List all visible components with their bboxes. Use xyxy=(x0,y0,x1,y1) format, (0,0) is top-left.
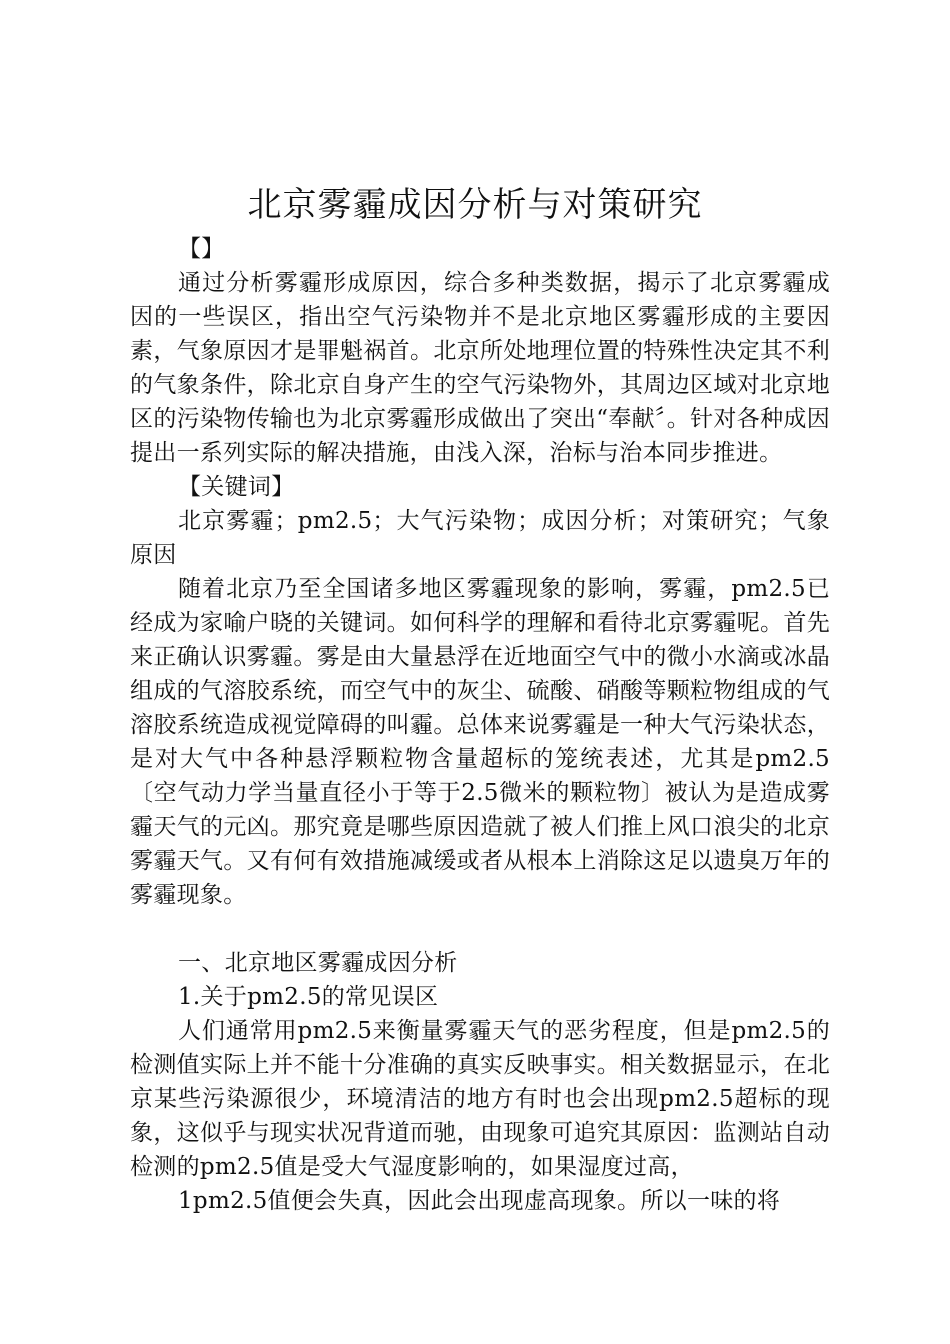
document-body xyxy=(130,232,830,1218)
keywords-paragraph: 北京雾霾；pm2.5；大气污染物；成因分析；对策研究；气象原因 xyxy=(130,508,830,568)
abstract-heading: 【】 xyxy=(178,236,225,262)
document-title: 北京雾霾成因分析与对策研究 xyxy=(247,185,703,225)
section-heading: 一、北京地区雾霾成因分析 xyxy=(178,950,458,976)
abstract-paragraph: 通过分析雾霾形成原因，综合多种类数据，揭示了北京雾霾成因的一些误区，指出空气污染物并不是北京地区雾霾形成的主要因素，气象原因才是罪魁祸首。北京所处地理位置的特殊性决定其不利的气象条件，除北京自身产生的空气污染物外，其周边区域对北京地区的污染物传输也为北京雾霾形成做出了突出“奉献〞。针对各种成因提出一系列实际的解决措施，由浅入深，治标与治本同步推进。 xyxy=(130,270,830,466)
body-paragraph: 人们通常用pm2.5来衡量雾霾天气的恶劣程度，但是pm2.5的检测值实际上并不能十分准确的真实反映事实。相关数据显示，在北京某些污染源很少，环境清洁的地方有时也会出现pm2.5超标的现象，这似乎与现实状况背道而驰，由现象可追究其原因：监测站自动检测的pm2.5值是受大气湿度影响的，如果湿度过高， xyxy=(130,1018,830,1180)
keywords-heading: 【关键词】 xyxy=(178,474,295,500)
subsection-heading: 1.关于pm2.5的常见误区 xyxy=(178,984,439,1010)
paragraph-gap xyxy=(130,912,830,946)
intro-paragraph: 随着北京乃至全国诸多地区雾霾现象的影响，雾霾，pm2.5已经成为家喻户晓的关键词。如何科学的理解和看待北京雾霾呢。首先来正确认识雾霾。雾是由大量悬浮在近地面空气中的微小水滴或冰晶组成的气溶胶系统，而空气中的灰尘、硫酸、硝酸等颗粒物组成的气溶胶系统造成视觉障碍的叫霾。总体来说雾霾是一种大气污染状态，是对大气中各种悬浮颗粒物含量超标的笼统表述，尤其是pm2.5〔空气动力学当量直径小于等于2.5微米的颗粒物〕被认为是造成雾霾天气的元凶。那究竟是哪些原因造就了被人们推上风口浪尖的北京雾霾天气。又有何有效措施减缓或者从根本上消除这足以遗臭万年的雾霾现象。 xyxy=(130,576,830,908)
body-paragraph-continued: 1pm2.5值便会失真，因此会出现虚高现象。所以一味的将 xyxy=(178,1188,781,1214)
